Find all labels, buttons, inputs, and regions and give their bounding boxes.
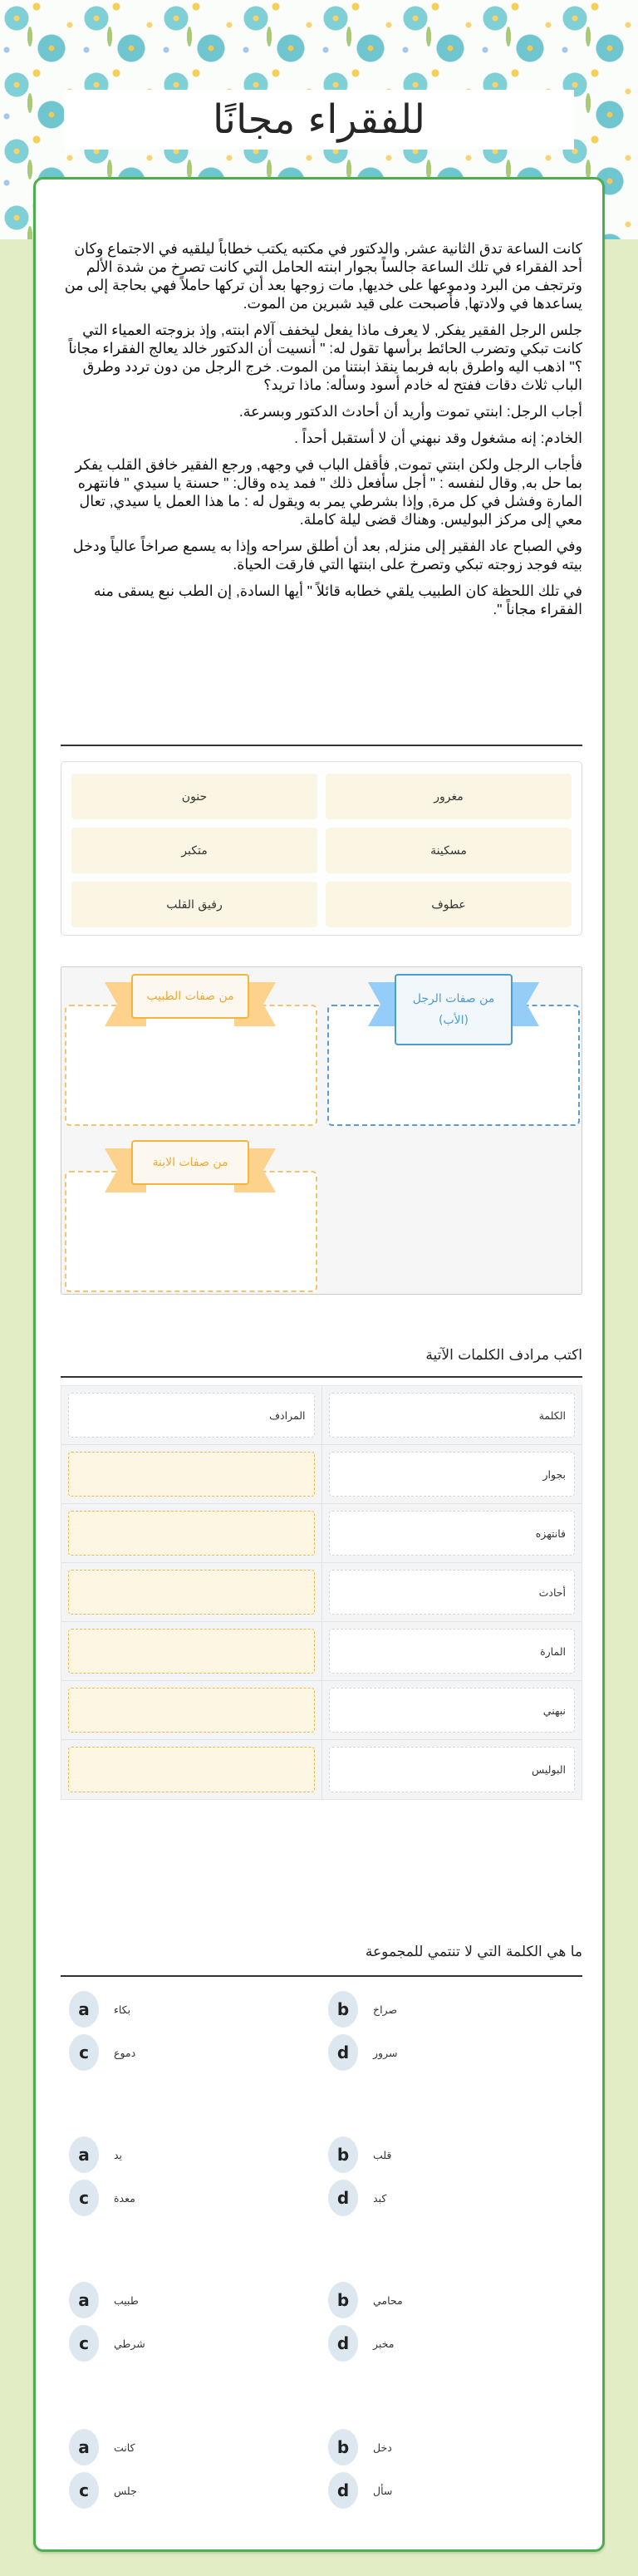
synonym-drop-slot[interactable] (68, 1688, 315, 1733)
synonym-drop-slot[interactable] (68, 1511, 315, 1556)
question-group (61, 2429, 582, 2520)
header-word: الكلمة (329, 1393, 576, 1438)
letter-badge: a (69, 1991, 99, 2028)
option-text: دخل (373, 2441, 392, 2454)
option-text: بكاء (114, 2003, 131, 2016)
option-c[interactable] (69, 2325, 285, 2362)
letter-badge: a (69, 2429, 99, 2465)
synonym-drop-slot[interactable] (68, 1570, 315, 1615)
story-paragraph: في تلك اللحظة كان الطبيب يلقي خطابه قائلاً " أيها السادة, إن الطب نبع يسقى منه الفقراء مجاناً ". (93, 583, 582, 617)
story-paragraph: كانت الساعة تدق الثانية عشر, والدكتور في مكتبه يكتب خطاباً ليلقيه في الاجتماع وكان أحد الفقراء في تلك الساعة جالساً بجوار ابنته الحامل التي كانت تصرخ من شدة الألم وترتجف من البرد ودموعها على خديها, مات زوجها بعد أن تركها حاملاً فهي بحاجة إلى من يساعدها في ولادتها, فأصبحت على قيد شبرين من الموت. (64, 240, 582, 312)
option-text: محامي (373, 2293, 403, 2307)
story-paragraph: أجاب الرجل: ابنتي تموت وأريد أن أحادث الدكتور وبسرعة. (238, 403, 582, 420)
option-text: مخبر (373, 2337, 395, 2350)
letter-badge: c (69, 2472, 99, 2509)
option-text: كبد (373, 2191, 387, 2205)
option-c[interactable] (69, 2472, 285, 2509)
worksheet-card (33, 177, 605, 2552)
letter-badge: b (328, 1991, 358, 2028)
word-cell: أحادث (329, 1570, 576, 1615)
question-group (61, 1991, 582, 2082)
option-b[interactable] (328, 1991, 544, 2028)
drop-zone-daughter[interactable] (65, 1171, 317, 1292)
story-paragraph: فأجاب الرجل ولكن ابنتي تموت, فأقفل الباب في وجهه, ورجع الفقير خافق القلب يفكر بما حل به, وقال لنفسه : " أجل سأفعل ذلك " فمد يده وقال: " حسنة يا سيدي " فانتهره المارة وفشل في كل مرة, وإذا بشرطي يمر به ويقول له : ما هذا العمل يا سيدي, تعال معي إلى مركز البوليس. وهناك قضى ليلة كاملة. (75, 456, 582, 528)
letter-badge: d (328, 2034, 358, 2071)
synonyms-table (61, 1385, 582, 1800)
ribbon-father (368, 974, 539, 1027)
option-c[interactable] (69, 2034, 285, 2071)
question-group (61, 2282, 582, 2373)
letter-badge: c (69, 2325, 99, 2362)
table-header-row (61, 1386, 582, 1445)
story-paragraph: وفي الصباح عاد الفقير إلى منزله, بعد أن أطلق سراحه وإذا به يسمع صراخاً عالياً ودخل بيته فوجد زوجته تبكي وتصرخ على ابنتها التي فارقت الحياة. (72, 538, 582, 573)
option-text: يد (114, 2148, 123, 2161)
table-row (61, 1563, 582, 1622)
header-synonym: المرادف (68, 1393, 315, 1438)
divider (61, 1975, 582, 1977)
word-cell: بجوار (329, 1452, 576, 1497)
bin-label-doctor: من صفات الطبيب (131, 974, 249, 1019)
synonym-drop-slot[interactable] (68, 1452, 315, 1497)
option-text: معدة (114, 2191, 135, 2205)
word-bank (61, 761, 582, 936)
option-d[interactable] (328, 2034, 544, 2071)
draggable-word[interactable]: متكبر (71, 828, 317, 873)
word-cell: المارة (329, 1629, 576, 1674)
option-a[interactable] (69, 2282, 285, 2318)
option-a[interactable] (69, 2429, 285, 2465)
letter-badge: b (328, 2282, 358, 2318)
letter-badge: c (69, 2180, 99, 2216)
synonym-drop-slot[interactable] (68, 1747, 315, 1792)
story-text (61, 239, 582, 627)
option-text: شرطي (114, 2337, 145, 2350)
option-text: سأل (373, 2484, 393, 2497)
divider (61, 745, 582, 746)
table-row (61, 1504, 582, 1563)
option-text: صراخ (373, 2003, 398, 2016)
option-text: قلب (373, 2148, 392, 2161)
option-b[interactable] (328, 2282, 544, 2318)
bin-label-father: من صفات الرجل (الأب) (395, 974, 513, 1045)
draggable-word[interactable]: عطوف (326, 882, 572, 927)
letter-badge: a (69, 2282, 99, 2318)
option-text: سرور (373, 2046, 398, 2059)
word-cell: نبهني (329, 1688, 576, 1733)
draggable-word[interactable]: مغرور (326, 774, 572, 819)
letter-badge: d (328, 2325, 358, 2362)
option-b[interactable] (328, 2136, 544, 2173)
ribbon-daughter (105, 1140, 276, 1186)
ribbon-doctor (105, 974, 276, 1020)
divider (61, 1376, 582, 1378)
sorting-area (61, 966, 582, 1295)
option-d[interactable] (328, 2472, 544, 2509)
synonyms-title: اكتب مرادف الكلمات الآتية (425, 1347, 582, 1364)
word-cell: فانتهزه (329, 1511, 576, 1556)
title-banner (64, 90, 574, 150)
word-cell: البوليس (329, 1747, 576, 1792)
option-text: جلس (114, 2484, 137, 2497)
draggable-word[interactable]: رفيق القلب (71, 882, 317, 927)
synonym-drop-slot[interactable] (68, 1629, 315, 1674)
question-group (61, 2136, 582, 2228)
option-a[interactable] (69, 1991, 285, 2028)
letter-badge: d (328, 2472, 358, 2509)
option-a[interactable] (69, 2136, 285, 2173)
option-d[interactable] (328, 2325, 544, 2362)
odd-one-out-title: ما هي الكلمة التي لا تنتمي للمجموعة (365, 1944, 582, 1960)
letter-badge: a (69, 2136, 99, 2173)
option-b[interactable] (328, 2429, 544, 2465)
option-text: دموع (114, 2046, 136, 2059)
page-title: للفقراء مجانًا (212, 96, 426, 143)
option-text: كانت (114, 2441, 135, 2454)
drop-zone-doctor[interactable] (65, 1005, 317, 1126)
table-row (61, 1445, 582, 1504)
letter-badge: c (69, 2034, 99, 2071)
letter-badge: b (328, 2136, 358, 2173)
letter-badge: d (328, 2180, 358, 2216)
story-paragraph: الخادم: إنه مشغول وقد نبهني أن لا أستقبل أحداً . (294, 430, 582, 446)
letter-badge: b (328, 2429, 358, 2465)
table-row (61, 1622, 582, 1681)
option-c[interactable] (69, 2180, 285, 2216)
option-text: طبيب (114, 2293, 139, 2307)
table-row (61, 1681, 582, 1740)
bin-label-daughter: من صفات الابنة (131, 1140, 249, 1185)
option-d[interactable] (328, 2180, 544, 2216)
story-paragraph: جلس الرجل الفقير يفكر, لا يعرف ماذا يفعل ليخفف آلام ابنته, وإذ بزوجته العمياء التي كانت تبكي وتضرب الحائط برأسها تقول له: " أنسيت أن الدكتور خالد يعالج الفقراء مجاناً ؟" اذهب اليه واطرق بابه فربما ينقذ ابنتنا من الموت. خرج الرجل من دون تردد وطرق الباب ثلاث دقات ففتح له خادم أسود وسأله: ماذا تريد؟ (68, 322, 582, 393)
draggable-word[interactable]: حنون (71, 774, 317, 819)
table-row (61, 1740, 582, 1799)
draggable-word[interactable]: مسكينة (326, 828, 572, 873)
